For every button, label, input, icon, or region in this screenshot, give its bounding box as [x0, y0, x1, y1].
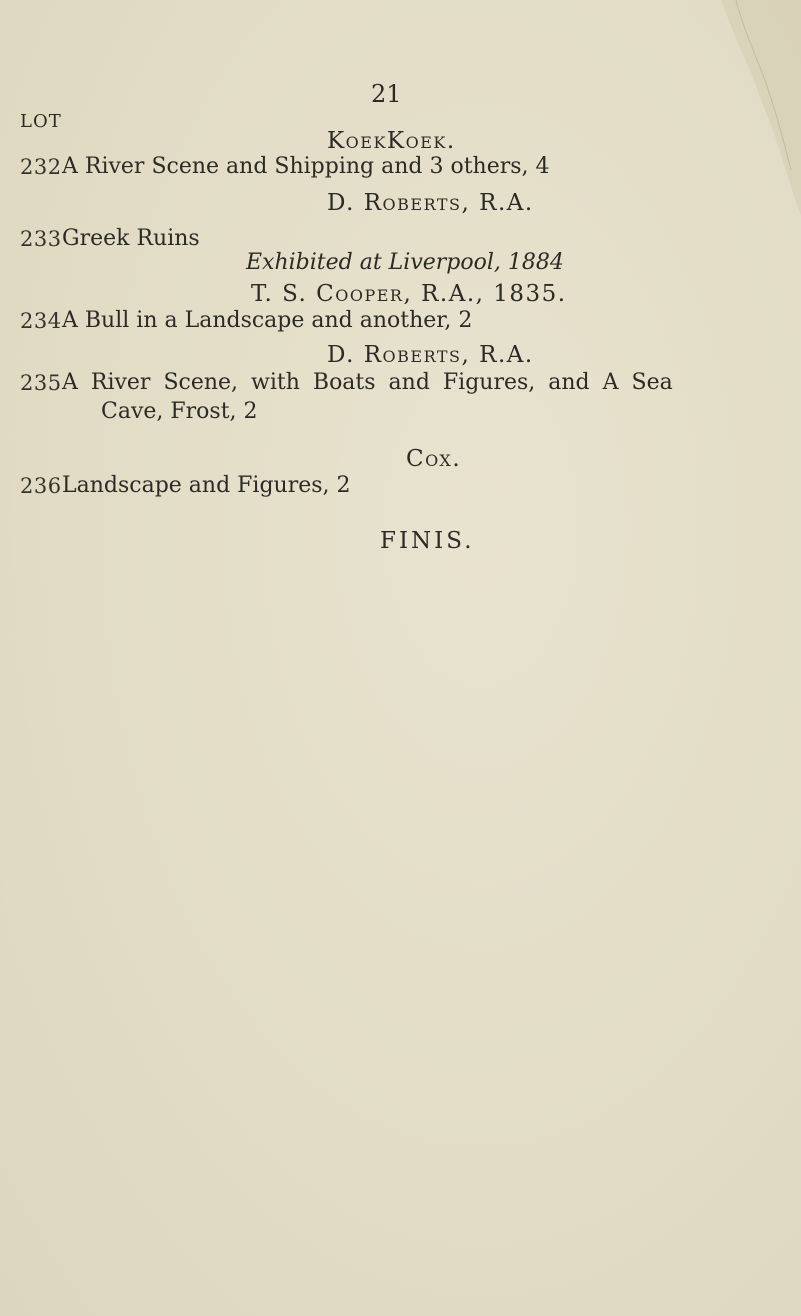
lot-number: 233 [20, 227, 62, 251]
lot-title: A Bull in a Landscape and another, 2 [62, 308, 473, 333]
artist-name: Cox. [406, 446, 462, 472]
lot-title: A River Scene, with Boats and Figures, and A Sea [62, 370, 673, 395]
artist-name: D. Roberts, R.A. [327, 342, 534, 368]
lot-title: Landscape and Figures, 2 [62, 473, 351, 498]
artist-name: T. S. Cooper, R.A., 1835. [251, 281, 567, 307]
artist-name: KoekKoek. [327, 128, 456, 154]
lot-title: A River Scene and Shipping and 3 others, 4 [62, 154, 550, 179]
artist-name: D. Roberts, R.A. [327, 190, 534, 216]
lot-title-continued: Cave, Frost, 2 [101, 399, 258, 424]
lot-title: Greek Ruins [62, 226, 200, 251]
lot-number: 235 [20, 371, 62, 395]
lot-number: 236 [20, 474, 62, 498]
lot-number: 232 [20, 155, 62, 179]
page-number: 21 [371, 80, 402, 108]
exhibition-note: Exhibited at Liverpool, 1884 [246, 250, 564, 275]
lot-column-label: LOT [20, 111, 62, 132]
lot-number: 234 [20, 309, 62, 333]
finis-closing: FINIS. [380, 528, 475, 554]
torn-corner-stain [681, 0, 801, 220]
